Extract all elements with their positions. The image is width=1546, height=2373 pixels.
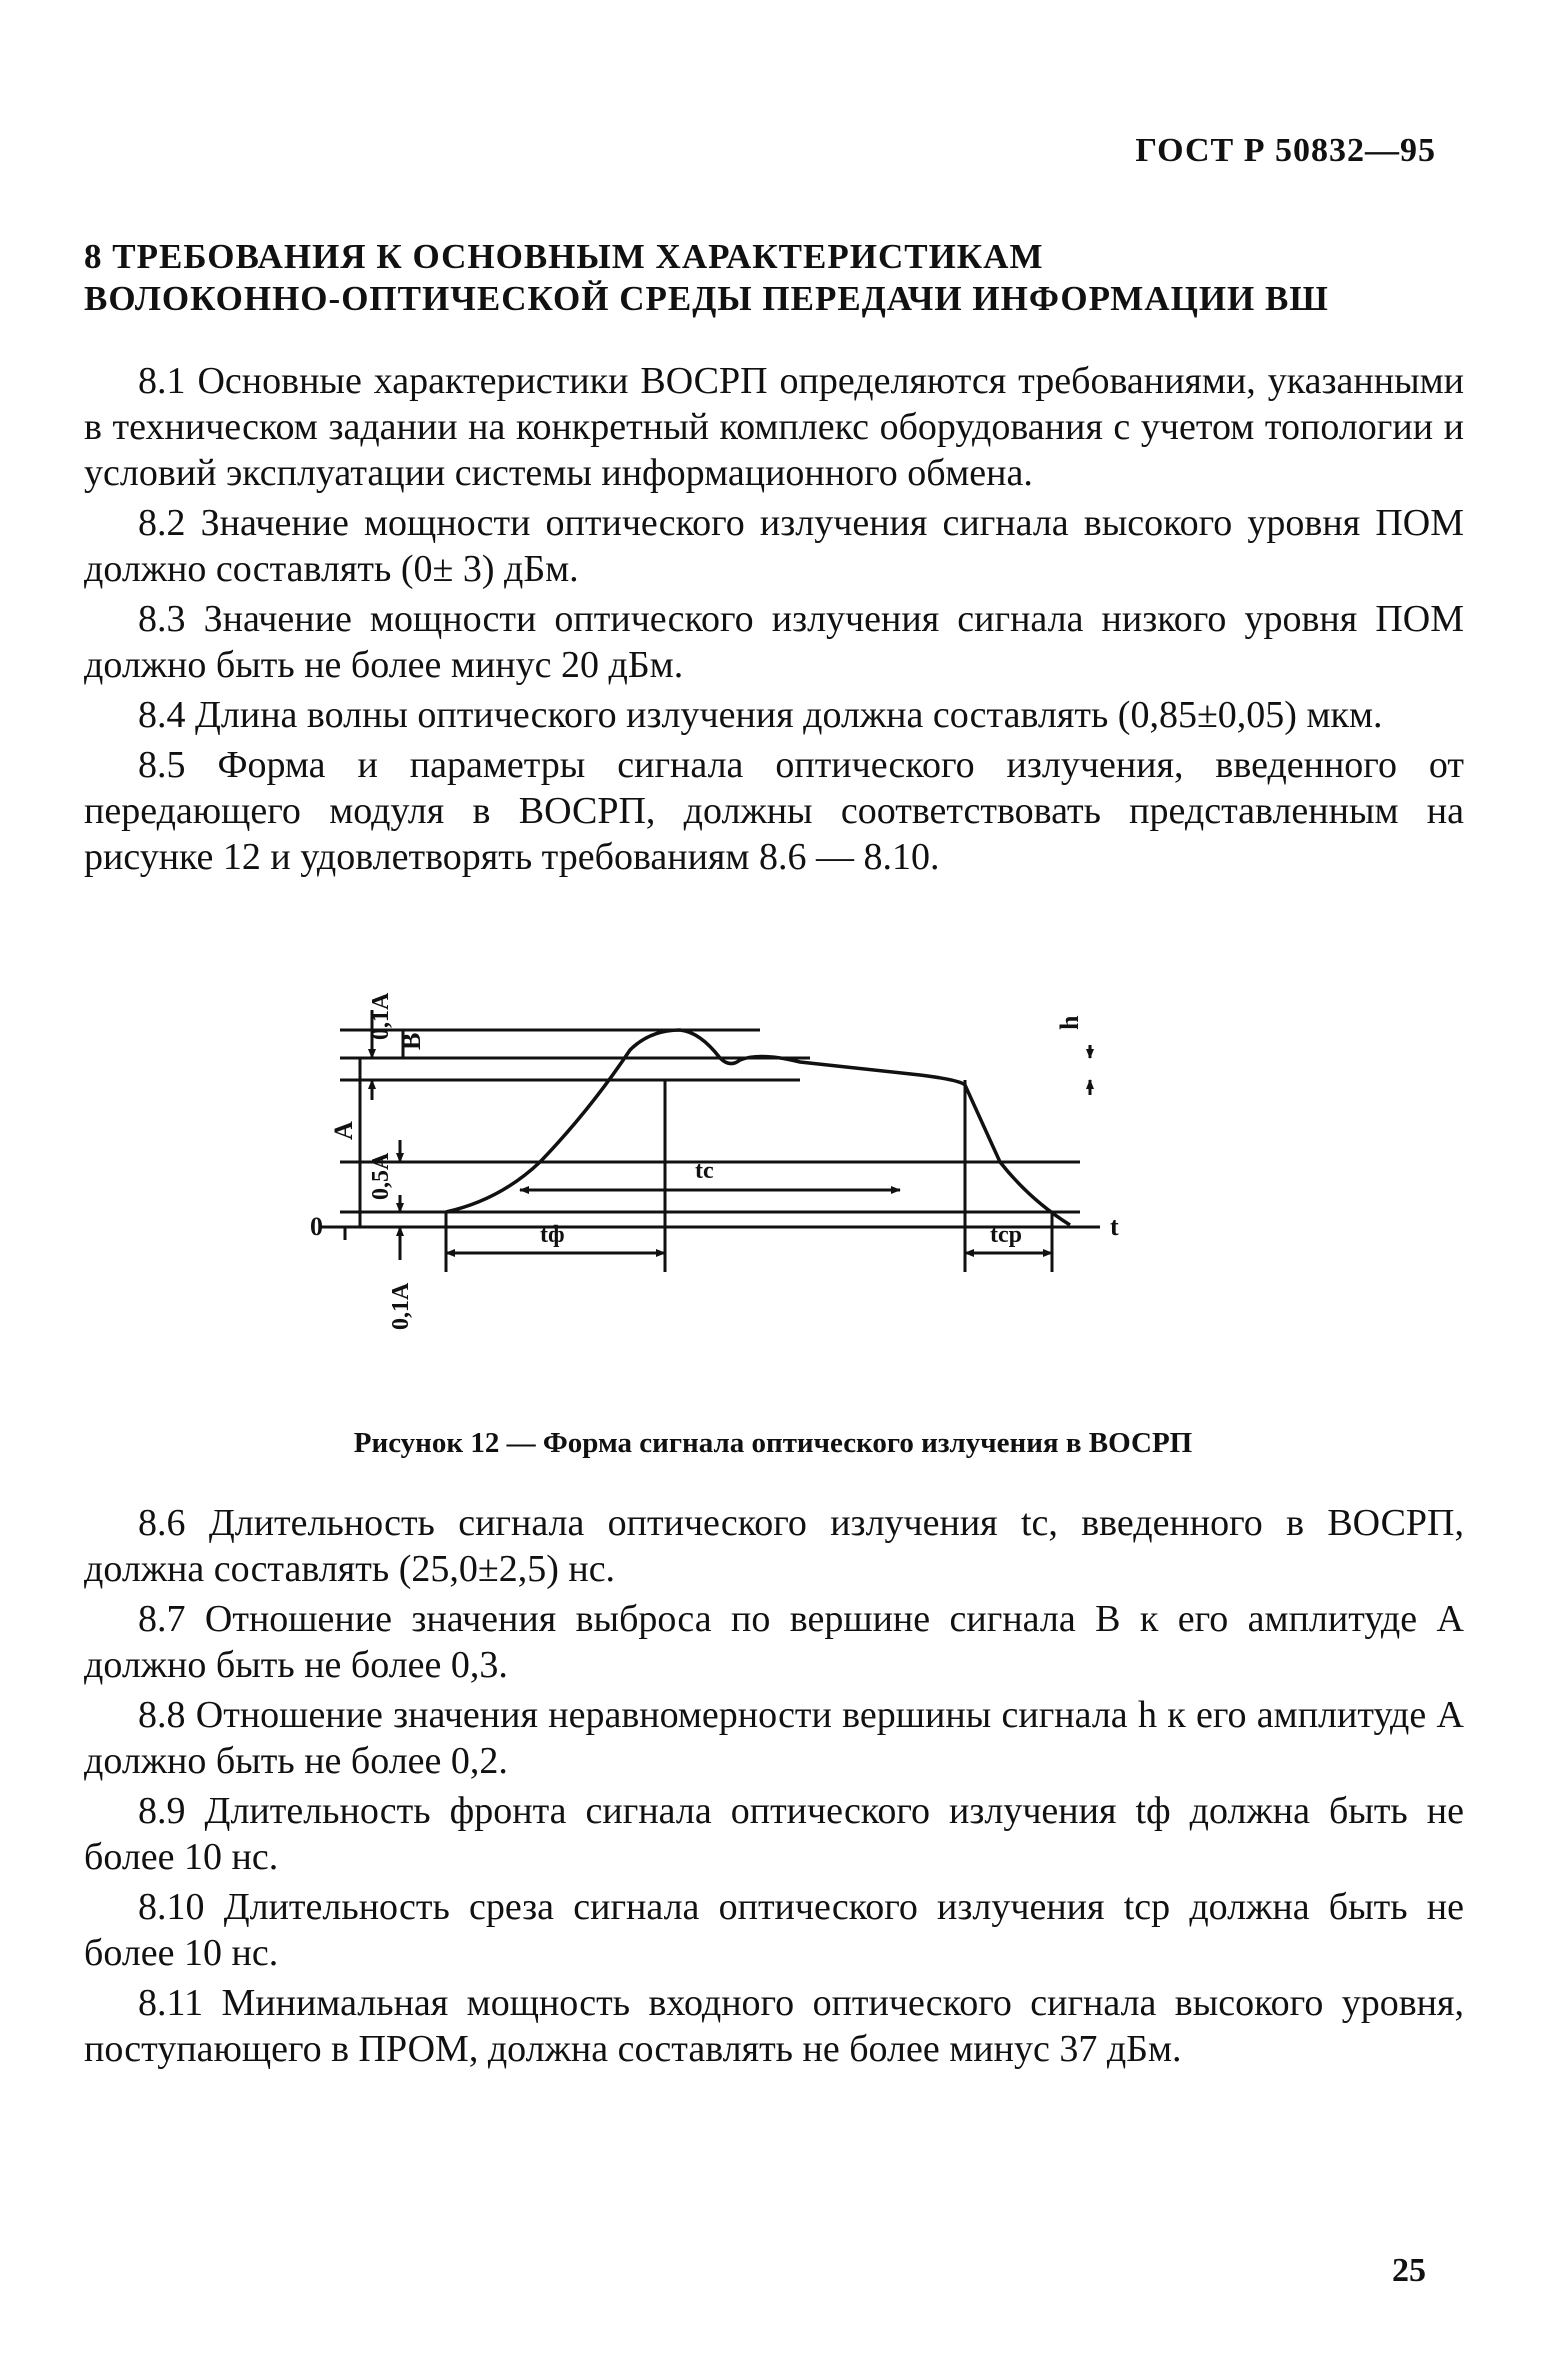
standard-code: ГОСТ Р 50832—95 bbox=[1135, 132, 1436, 169]
h-label: h bbox=[1055, 1015, 1084, 1030]
paragraph-8-6: 8.6 Длительность сигнала оптического излучения tc, введенного в ВОСРП, должна составлять (25,0±2,5) нс. bbox=[84, 1502, 1464, 1590]
section-title bbox=[84, 236, 1464, 320]
paragraph-8-1: 8.1 Основные характеристики ВОСРП определяются требованиями, указанными в техническом задании на конкретный комплекс оборудования с учетом топологии и условий эксплуатации системы информационного обмена. bbox=[84, 360, 1464, 494]
overshoot-b-label: B bbox=[397, 1032, 426, 1050]
paragraphs-bottom bbox=[84, 1500, 1464, 2076]
tc-label: tc bbox=[695, 1158, 714, 1184]
tf-label: tф bbox=[540, 1222, 565, 1248]
paragraph-8-10: 8.10 Длительность среза сигнала оптического излучения tср должна быть не более 10 нс. bbox=[84, 1886, 1464, 1974]
paragraph-8-5: 8.5 Форма и параметры сигнала оптического излучения, введенного от передающего модуля в ВОСРП, должны соответствовать представленным на рисунке 12 и удовлетворять требованиям 8.6 — 8.10. bbox=[84, 744, 1464, 878]
signal-waveform-diagram bbox=[300, 990, 1250, 1430]
paragraph-8-4: 8.4 Длина волны оптического излучения должна составлять (0,85±0,05) мкм. bbox=[138, 694, 1383, 736]
bottom-01a-label: 0,1A bbox=[388, 1282, 414, 1330]
paragraph-8-11: 8.11 Минимальная мощность входного оптического сигнала высокого уровня, поступающего в ПРОМ, должна составлять не более минус 37 дБм. bbox=[84, 1982, 1464, 2070]
page-number: 25 bbox=[1392, 2252, 1426, 2289]
paragraph-8-9: 8.9 Длительность фронта сигнала оптического излучения tф должна быть не более 10 нс. bbox=[84, 1790, 1464, 1878]
section-title-line-2: ВОЛОКОННО-ОПТИЧЕСКОЙ СРЕДЫ ПЕРЕДАЧИ ИНФОРМАЦИИ ВШ bbox=[84, 279, 1329, 318]
amplitude-label: A bbox=[329, 1121, 358, 1140]
top-01a-label: 0,1A bbox=[368, 992, 394, 1040]
figure-12 bbox=[300, 990, 1250, 1430]
paragraphs-top bbox=[84, 358, 1464, 884]
zero-label: 0 bbox=[310, 1212, 323, 1241]
half-amplitude-label: 0,5A bbox=[368, 1152, 394, 1200]
tr-label: tср bbox=[990, 1222, 1022, 1248]
section-title-line-1: 8 ТРЕБОВАНИЯ К ОСНОВНЫМ ХАРАКТЕРИСТИКАМ bbox=[84, 237, 1044, 276]
figure-caption: Рисунок 12 — Форма сигнала оптического излучения в ВОСРП bbox=[353, 1427, 1193, 1459]
paragraph-8-8: 8.8 Отношение значения неравномерности вершины сигнала h к его амплитуде A должно быть не более 0,2. bbox=[84, 1694, 1464, 1782]
paragraph-8-3: 8.3 Значение мощности оптического излучения сигнала низкого уровня ПОМ должно быть не более минус 20 дБм. bbox=[84, 598, 1464, 686]
paragraph-8-2: 8.2 Значение мощности оптического излучения сигнала высокого уровня ПОМ должно составлять (0± 3) дБм. bbox=[84, 502, 1464, 590]
t-axis-label: t bbox=[1110, 1212, 1119, 1241]
paragraph-8-7: 8.7 Отношение значения выброса по вершине сигнала B к его амплитуде A должно быть не более 0,3. bbox=[84, 1598, 1464, 1686]
